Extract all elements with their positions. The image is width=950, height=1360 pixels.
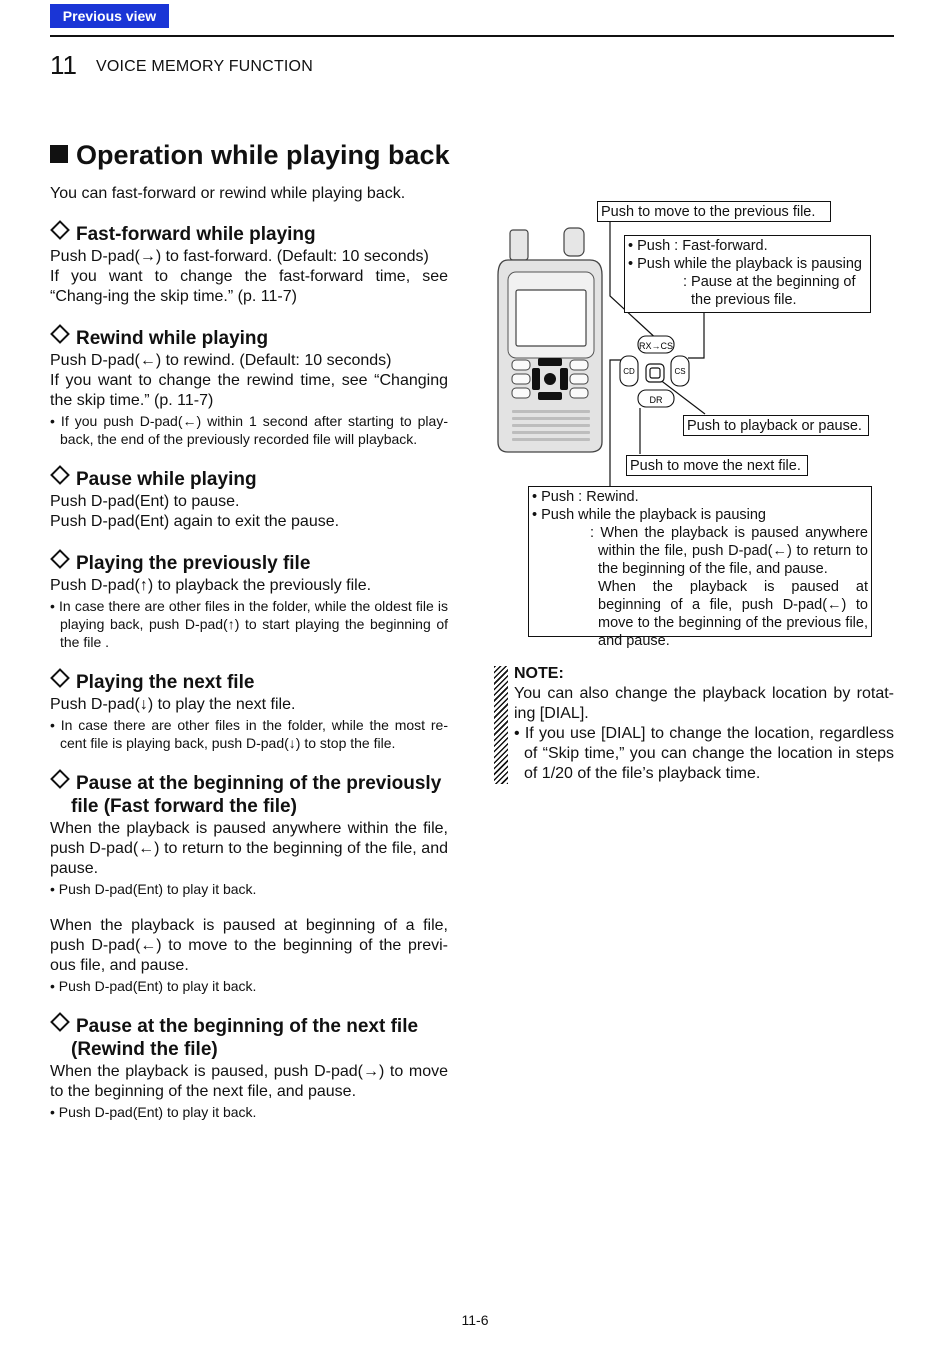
paragraph: If you want to change the rewind time, see “Changing the skip time.” (p. 11-7): [50, 372, 448, 409]
key-cs-label: CS: [674, 367, 686, 376]
subsection-heading: Playing the previously file: [50, 552, 448, 575]
page-number: 11-6: [461, 1312, 489, 1328]
small-keys: [620, 336, 689, 407]
note-title: NOTE:: [514, 665, 564, 682]
subsection-heading: Fast-forward while playing: [50, 223, 448, 246]
paragraph: When the playback is paused at beginning of a file, push D-pad(←) to move to the beginning of the previ-ous file, and pause.: [50, 917, 448, 974]
callout-rewind: • Push : Rewind. • Push while the playback is pausing : When the playback is paused anywhere within the file, push D-pad(←) to return to the beginning of the file, and pause. When the playback is paused at beginning of a file, push D-pad(←) to move to the beginning of the previous file, and pause.: [528, 486, 872, 637]
paragraph: If you want to change the fast-forward time, see “Chang-ing the skip time.” (p. 11-7): [50, 268, 448, 305]
bullet-note: • Push D-pad(Ent) to play it back.: [50, 881, 257, 897]
intro-text: You can fast-forward or rewind while playing back.: [50, 185, 406, 202]
subsection-heading: Pause at the beginning of the previously file (Fast forward the file): [50, 772, 448, 818]
key-rxcs-label: RX→CS: [638, 341, 674, 351]
callout-previous-file: Push to move to the previous file.: [597, 201, 831, 222]
diamond-icon: [50, 1012, 70, 1032]
callout-next-file: Push to move the next file.: [626, 455, 808, 476]
paragraph: Push D-pad(Ent) to pause.: [50, 493, 240, 510]
callout-fast-forward: • Push : Fast-forward. • Push while the playback is pausing : Pause at the beginning of the previous file.: [624, 235, 871, 313]
paragraph: When the playback is paused, push D-pad(→) to move to the beginning of the next file, and pause.: [50, 1063, 448, 1100]
bullet-note: • If you push D-pad(←) within 1 second after starting to play-back, the end of the previously recorded file will playback.: [50, 413, 448, 447]
note-bullet: • If you use [DIAL] to change the location, regardless of “Skip time,” you can change the location in steps of 1/20 of the file’s playback time.: [514, 725, 894, 782]
paragraph: Push D-pad(↑) to playback the previously file.: [50, 577, 372, 594]
subsection-pause-beginning-next: [50, 1015, 448, 1121]
enter-key-inner: [650, 368, 660, 378]
bullet-note: • In case there are other files in the folder, while the most re-cent file is playing back, push D-pad(↓) to stop the file.: [50, 717, 448, 751]
bullet-note: • In case there are other files in the folder, while the oldest file is playing back, push D-pad(↑) to start playing the beginning of the file .: [50, 598, 448, 650]
chapter-number: 11: [50, 50, 77, 80]
note-hatch-icon: [494, 666, 508, 784]
bullet-note: • Push D-pad(Ent) to play it back.: [50, 978, 257, 994]
subsection-pause-beginning-previous: [50, 772, 448, 995]
callout-playback-pause: Push to playback or pause.: [683, 415, 869, 436]
paragraph: Push D-pad(←) to rewind. (Default: 10 seconds): [50, 352, 392, 369]
diamond-icon: [50, 769, 70, 789]
paragraph: Push D-pad(Ent) again to exit the pause.: [50, 513, 340, 530]
subsection-heading: Pause at the beginning of the next file (Rewind the file): [50, 1015, 448, 1061]
subsection-heading: Rewind while playing: [50, 327, 448, 350]
paragraph: When the playback is paused anywhere within the file, push D-pad(←) to return to the beginning of the file, and pause.: [50, 820, 448, 877]
bullet-note: • Push D-pad(Ent) to play it back.: [50, 1104, 257, 1120]
chapter-title: VOICE MEMORY FUNCTION: [96, 58, 313, 75]
subsection-heading: Pause while playing: [50, 468, 448, 491]
section-title-text: Operation while playing back: [76, 140, 450, 170]
line-fast-forward: [688, 313, 704, 358]
key-cd-label: CD: [623, 367, 635, 376]
previous-view-button[interactable]: Previous view: [50, 4, 169, 28]
note-paragraph: You can also change the playback location by rotat-ing [DIAL].: [514, 685, 894, 722]
subsection-heading: Playing the next file: [50, 671, 448, 694]
note-box: [494, 664, 894, 784]
key-dr-label: DR: [649, 395, 663, 405]
paragraph: Push D-pad(↓) to play the next file.: [50, 696, 296, 713]
paragraph: Push D-pad(→) to fast-forward. (Default: 10 seconds): [50, 248, 429, 265]
